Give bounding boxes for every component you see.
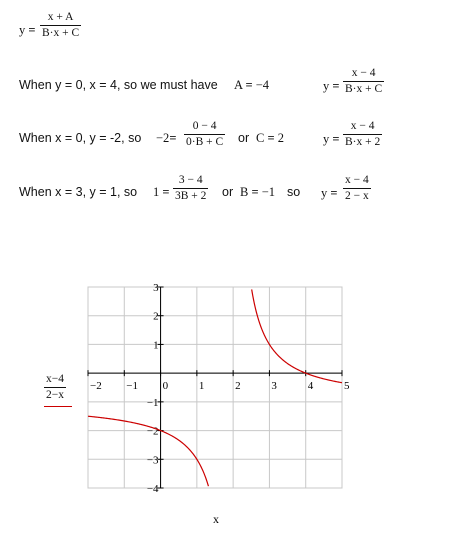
step-3-result-denominator: 2 − x — [345, 190, 369, 202]
y-tick-label: −3 — [146, 454, 159, 467]
step-2-result-denominator: B·x + 2 — [345, 136, 381, 148]
curve-left-branch — [88, 416, 208, 486]
step-3-result-lhs: y — [321, 186, 328, 200]
step-1-cond-rhs: −4 — [255, 78, 270, 92]
y-tick-label: −2 — [146, 425, 159, 438]
x-tick-label: −1 — [126, 380, 139, 393]
step-3-text: When x = 3, y = 1, so — [19, 185, 138, 199]
step-1-cond-lhs: A — [234, 78, 243, 92]
legend-line-swatch — [44, 406, 72, 407]
x-axis-label: x — [213, 512, 219, 526]
general-denominator: B·x + C — [42, 27, 80, 39]
equals-sign: = — [332, 132, 340, 146]
step-3-cond-rhs: −1 — [261, 185, 276, 199]
legend-numerator: x−4 — [46, 373, 64, 385]
y-tick-label: −4 — [146, 483, 159, 495]
step-1-text: When y = 0, x = 4, so we must have — [19, 78, 218, 92]
step-3-result-numerator: x − 4 — [345, 174, 369, 186]
equals-sign: = — [332, 79, 340, 93]
legend-denominator: 2−x — [46, 389, 64, 401]
x-tick-label: −2 — [90, 380, 102, 393]
equals-sign: = — [169, 131, 177, 145]
plot-tick-labels — [90, 282, 350, 495]
equals-sign: = — [162, 185, 170, 199]
plot-legend — [44, 373, 66, 402]
equals-sign: = — [28, 23, 36, 37]
y-tick-label: 2 — [153, 310, 159, 323]
y-tick-label: −1 — [146, 396, 159, 409]
step-2-result-numerator: x − 4 — [350, 120, 375, 132]
equals-sign: = — [245, 78, 253, 92]
equals-sign: = — [251, 185, 259, 199]
y-tick-label: 3 — [153, 282, 159, 294]
curve-right-branch — [252, 289, 342, 382]
x-tick-label: 5 — [344, 380, 350, 393]
step-3-or: or — [222, 185, 234, 199]
y-tick-label: 1 — [153, 339, 159, 352]
step-3-eq-denominator: 3B + 2 — [175, 190, 207, 202]
x-tick-label: 3 — [271, 380, 277, 393]
step-3-cond-lhs: B — [240, 185, 249, 199]
general-numerator: x + A — [47, 11, 74, 23]
general-lhs: y — [19, 23, 26, 37]
x-tick-label: 4 — [307, 380, 314, 393]
step-1-result-denominator: B·x + C — [345, 83, 383, 95]
step-2-eq-lhs: −2 — [156, 131, 170, 145]
step-1-result-lhs: y — [323, 79, 330, 93]
step-2-cond-rhs: 2 — [277, 131, 284, 145]
x-tick-label: 2 — [235, 380, 241, 393]
equals-sign: = — [267, 131, 275, 145]
step-1-result-numerator: x − 4 — [351, 67, 376, 79]
step-2-or: or — [238, 131, 250, 145]
x-tick-label: 0 — [162, 380, 169, 393]
step-2-eq-denominator: 0·B + C — [186, 136, 224, 148]
equals-sign: = — [330, 186, 338, 200]
step-2-text: When x = 0, y = -2, so — [19, 131, 142, 145]
step-3-so: so — [287, 185, 301, 199]
step-3-eq-numerator: 3 − 4 — [178, 174, 203, 186]
x-tick-label: 1 — [198, 380, 205, 393]
step-2-cond-lhs: C — [256, 131, 265, 145]
step-2-eq-numerator: 0 − 4 — [192, 120, 217, 132]
step-3-eq-lhs: 1 — [153, 185, 160, 199]
step-2-result-lhs: y — [323, 132, 330, 146]
